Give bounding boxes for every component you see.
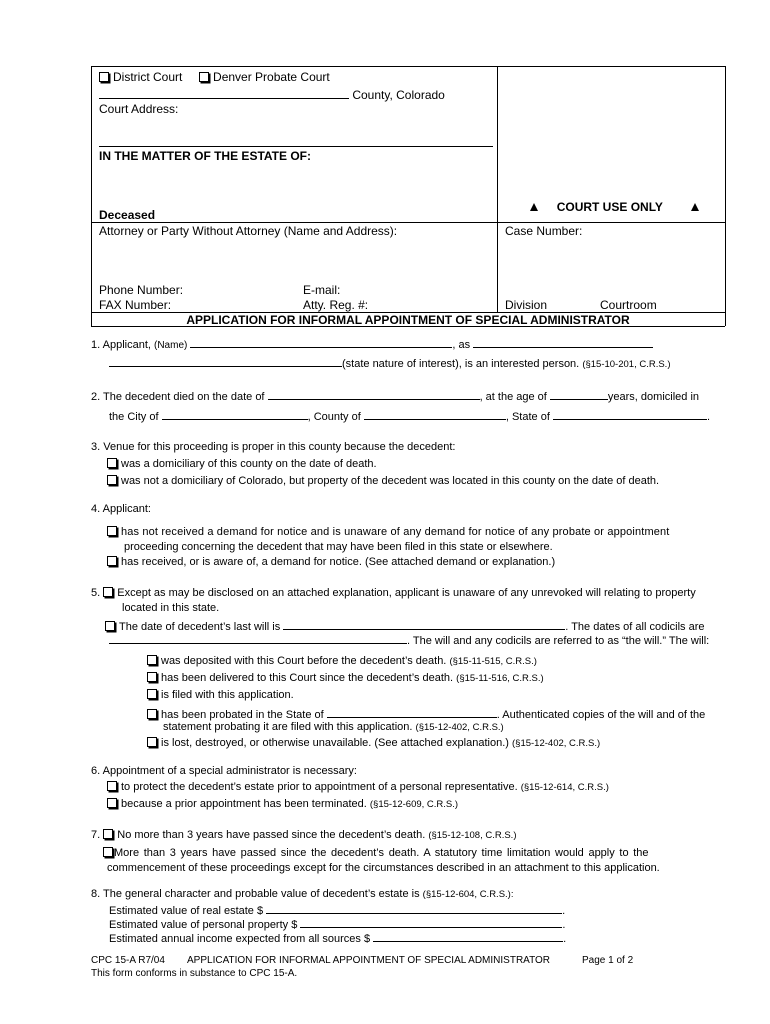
item-7-option-a [91, 829, 517, 841]
annual-income-input[interactable] [373, 930, 563, 942]
box-right-border [725, 66, 726, 326]
footer-conforms: This form conforms in substance to CPC 15-A. [91, 968, 298, 979]
will-option-5 [147, 737, 600, 749]
codicils-label: . The dates of all codicils are [565, 621, 705, 633]
item-5-option-a-line-2: located in this state. [122, 602, 220, 614]
domiciliary-county-checkbox[interactable] [107, 458, 117, 468]
fax-label: FAX Number: [99, 298, 172, 312]
email-label: E-mail: [303, 283, 341, 297]
interest-input[interactable] [109, 355, 342, 367]
last-will-date-input[interactable] [283, 618, 565, 630]
will-deposited-label: was deposited with this Court before the decedent’s death. [161, 655, 447, 667]
item-5-option-b-line-2 [109, 632, 709, 647]
personal-property-input[interactable] [300, 916, 562, 928]
district-court-label: District Court [113, 70, 183, 84]
item-6-lead: 6. Appointment of a special administrator is necessary: [91, 765, 357, 777]
real-estate-input[interactable] [266, 902, 562, 914]
item-6-option-b [107, 798, 458, 810]
will-delivered-checkbox[interactable] [147, 672, 157, 682]
demand-received-checkbox[interactable] [107, 556, 117, 566]
county-input[interactable] [99, 87, 349, 99]
no-demand-checkbox[interactable] [107, 526, 117, 536]
period: . [562, 919, 566, 931]
prior-terminated-checkbox[interactable] [107, 798, 117, 808]
item-4-option-a-line-2: proceeding concerning the decedent that may have been filed in this state or elsewhere. [124, 541, 553, 553]
attorney-label: Attorney or Party Without Attorney (Name and Address): [99, 224, 398, 238]
unaware-will-checkbox[interactable] [103, 587, 113, 597]
court-use-only [530, 200, 699, 214]
item-3-option-a [107, 458, 377, 470]
item-5-option-a [91, 587, 696, 599]
item-2-line-1 [91, 388, 699, 403]
applicant-name-input[interactable] [190, 336, 452, 348]
item-5-number: 5. [91, 587, 101, 599]
box-top-border [91, 66, 725, 67]
item-8-cite: (§15-12-604, C.R.S.): [422, 889, 514, 900]
county-colorado-label: County, Colorado [352, 88, 445, 102]
will-lost-cite: (§15-12-402, C.R.S.) [512, 738, 601, 749]
last-will-date-label: The date of decedent’s last will is [119, 621, 281, 633]
item-3-option-b [107, 475, 659, 487]
county-label: , County of [307, 411, 361, 423]
atty-reg-label: Atty. Reg. #: [303, 298, 369, 312]
protect-estate-label: to protect the decedent’s estate prior to appointment of a personal representative. [121, 781, 518, 793]
item-3-lead: 3. Venue for this proceeding is proper in this county because the decedent: [91, 441, 456, 453]
will-probated-checkbox[interactable] [147, 709, 157, 719]
will-lost-label: is lost, destroyed, or otherwise unavailable. (See attached explanation.) [161, 737, 509, 749]
will-probated-label: has been probated in the State of [161, 709, 324, 721]
footer-form-id: CPC 15-A R7/04 [91, 955, 165, 966]
over-three-years-checkbox[interactable] [103, 847, 113, 857]
real-estate-row [109, 902, 565, 917]
item-7-option-b [103, 847, 649, 859]
protect-estate-cite: (§15-12-614, C.R.S.) [520, 782, 609, 793]
denver-probate-court-label: Denver Probate Court [213, 70, 330, 84]
item-1-cite: (§15-10-201, C.R.S.) [582, 359, 671, 370]
item-3-option-b-label: was not a domiciliary of Colorado, but property of the decedent was located in this county on the date of death. [121, 475, 660, 487]
up-arrow-icon [691, 203, 699, 211]
personal-property-row [109, 916, 565, 931]
footer-title: APPLICATION FOR INFORMAL APPOINTMENT OF SPECIAL ADMINISTRATOR [187, 955, 551, 966]
item-4-option-a-line-1: has not received a demand for notice and is unaware of any demand for notice of any probate or appointment [121, 526, 670, 538]
codicils-dates-input[interactable] [109, 632, 407, 644]
will-probated-cite: (§15-12-402, C.R.S.) [415, 722, 504, 733]
item-8-lead [91, 888, 513, 900]
box-row-divider [91, 222, 725, 223]
item-4-option-b-label: has received, or is aware of, a demand for notice. (See attached demand or explanation.) [121, 556, 556, 568]
item-4-option-b [107, 556, 555, 568]
item-4-option-a [107, 526, 670, 538]
interest-label: (state nature of interest), is an interested person. [342, 358, 580, 370]
court-address-label: Court Address: [99, 102, 179, 116]
personal-property-label: Estimated value of personal property $ [109, 919, 298, 931]
item-7-number: 7. [91, 829, 101, 841]
box-middle-divider [497, 66, 498, 312]
city-input[interactable] [162, 408, 308, 420]
item-1-line-1 [91, 336, 653, 351]
up-arrow-icon [530, 203, 538, 211]
applicant-as-input[interactable] [473, 336, 653, 348]
will-deposited-cite: (§15-11-515, C.R.S.) [449, 656, 537, 667]
district-court-checkbox[interactable] [99, 72, 109, 82]
period: . [562, 905, 566, 917]
under-three-years-label: No more than 3 years have passed since the decedent’s death. [117, 829, 426, 841]
item-1-line-2 [109, 355, 671, 370]
last-will-checkbox[interactable] [105, 621, 115, 631]
county-of-input[interactable] [364, 408, 506, 420]
authenticated-copies-label: . Authenticated copies of the will and of the [496, 709, 706, 721]
will-filed-label: is filed with this application. [161, 689, 294, 701]
will-option-2 [147, 672, 544, 684]
as-label: , as [452, 339, 471, 351]
under-three-years-cite: (§15-12-108, C.R.S.) [428, 830, 517, 841]
died-label: 2. The decedent died on the date of [91, 391, 265, 403]
footer-page-number: Page 1 of 2 [582, 955, 634, 966]
item-3-option-a-label: was a domiciliary of this county on the date of death. [121, 458, 377, 470]
will-referred-label: . The will and any codicils are referred to as “the will.” The will: [407, 635, 710, 647]
statement-probating-label: statement probating it are filed with this application. [163, 721, 413, 733]
city-label: the City of [109, 411, 159, 423]
will-option-4-line-2 [163, 721, 504, 733]
will-option-1 [147, 655, 537, 667]
item-8-lead-label: 8. The general character and probable value of decedent’s estate is [91, 888, 420, 900]
prior-terminated-label: because a prior appointment has been terminated. [121, 798, 367, 810]
will-option-4 [147, 706, 705, 721]
state-label: , State of [505, 411, 550, 423]
item-6-option-a [107, 781, 609, 793]
years-label: years, domiciled in [607, 391, 699, 403]
prior-terminated-cite: (§15-12-609, C.R.S.) [369, 799, 459, 810]
will-delivered-cite: (§15-11-516, C.R.S.) [456, 673, 544, 684]
courtroom-label: Courtroom [600, 298, 657, 312]
age-input[interactable] [550, 388, 608, 400]
not-domiciliary-checkbox[interactable] [107, 475, 117, 485]
under-three-years-checkbox[interactable] [103, 829, 113, 839]
item-5-option-a-line-1: Except as may be disclosed on an attached explanation, applicant is unaware of any unrevoked will relating to property [117, 587, 696, 599]
item-4-lead: 4. Applicant: [91, 503, 151, 515]
deceased-label: Deceased [99, 208, 156, 222]
will-filed-checkbox[interactable] [147, 689, 157, 699]
box-left-border [91, 66, 92, 326]
real-estate-label: Estimated value of real estate $ [109, 905, 264, 917]
over-three-years-line-2: commencement of these proceedings except for the circumstances described in an attachment to this application. [107, 862, 660, 874]
item-5-option-b [105, 618, 704, 633]
annual-income-row [109, 930, 566, 945]
name-label: (Name) [154, 340, 188, 351]
will-lost-checkbox[interactable] [147, 737, 157, 747]
matter-of-estate-heading: IN THE MATTER OF THE ESTATE OF: [99, 149, 311, 163]
court-use-only-label: COURT USE ONLY [556, 200, 663, 214]
county-row [99, 87, 445, 102]
applicant-label: 1. Applicant, [91, 339, 151, 351]
item-2-line-2 [109, 408, 710, 423]
period: . [563, 933, 567, 945]
division-label: Division [505, 298, 548, 312]
protect-estate-checkbox[interactable] [107, 781, 117, 791]
court-address-line[interactable] [99, 146, 493, 147]
over-three-years-line-1: More than 3 years have passed since the decedent’s death. A statutory time limitation would apply to the [114, 847, 649, 859]
denver-probate-court-checkbox[interactable] [199, 72, 209, 82]
case-number-label: Case Number: [505, 224, 583, 238]
form-title: APPLICATION FOR INFORMAL APPOINTMENT OF SPECIAL ADMINISTRATOR [186, 313, 630, 327]
state-input[interactable] [553, 408, 707, 420]
phone-label: Phone Number: [99, 283, 184, 297]
will-option-3 [147, 689, 294, 701]
will-deposited-checkbox[interactable] [147, 655, 157, 665]
annual-income-label: Estimated annual income expected from all sources $ [109, 933, 371, 945]
death-date-input[interactable] [268, 388, 480, 400]
will-delivered-label: has been delivered to this Court since the decedent’s death. [161, 672, 454, 684]
period: . [706, 411, 711, 423]
court-type-row [99, 70, 330, 84]
probated-state-input[interactable] [327, 706, 497, 718]
age-label: , at the age of [479, 391, 547, 403]
